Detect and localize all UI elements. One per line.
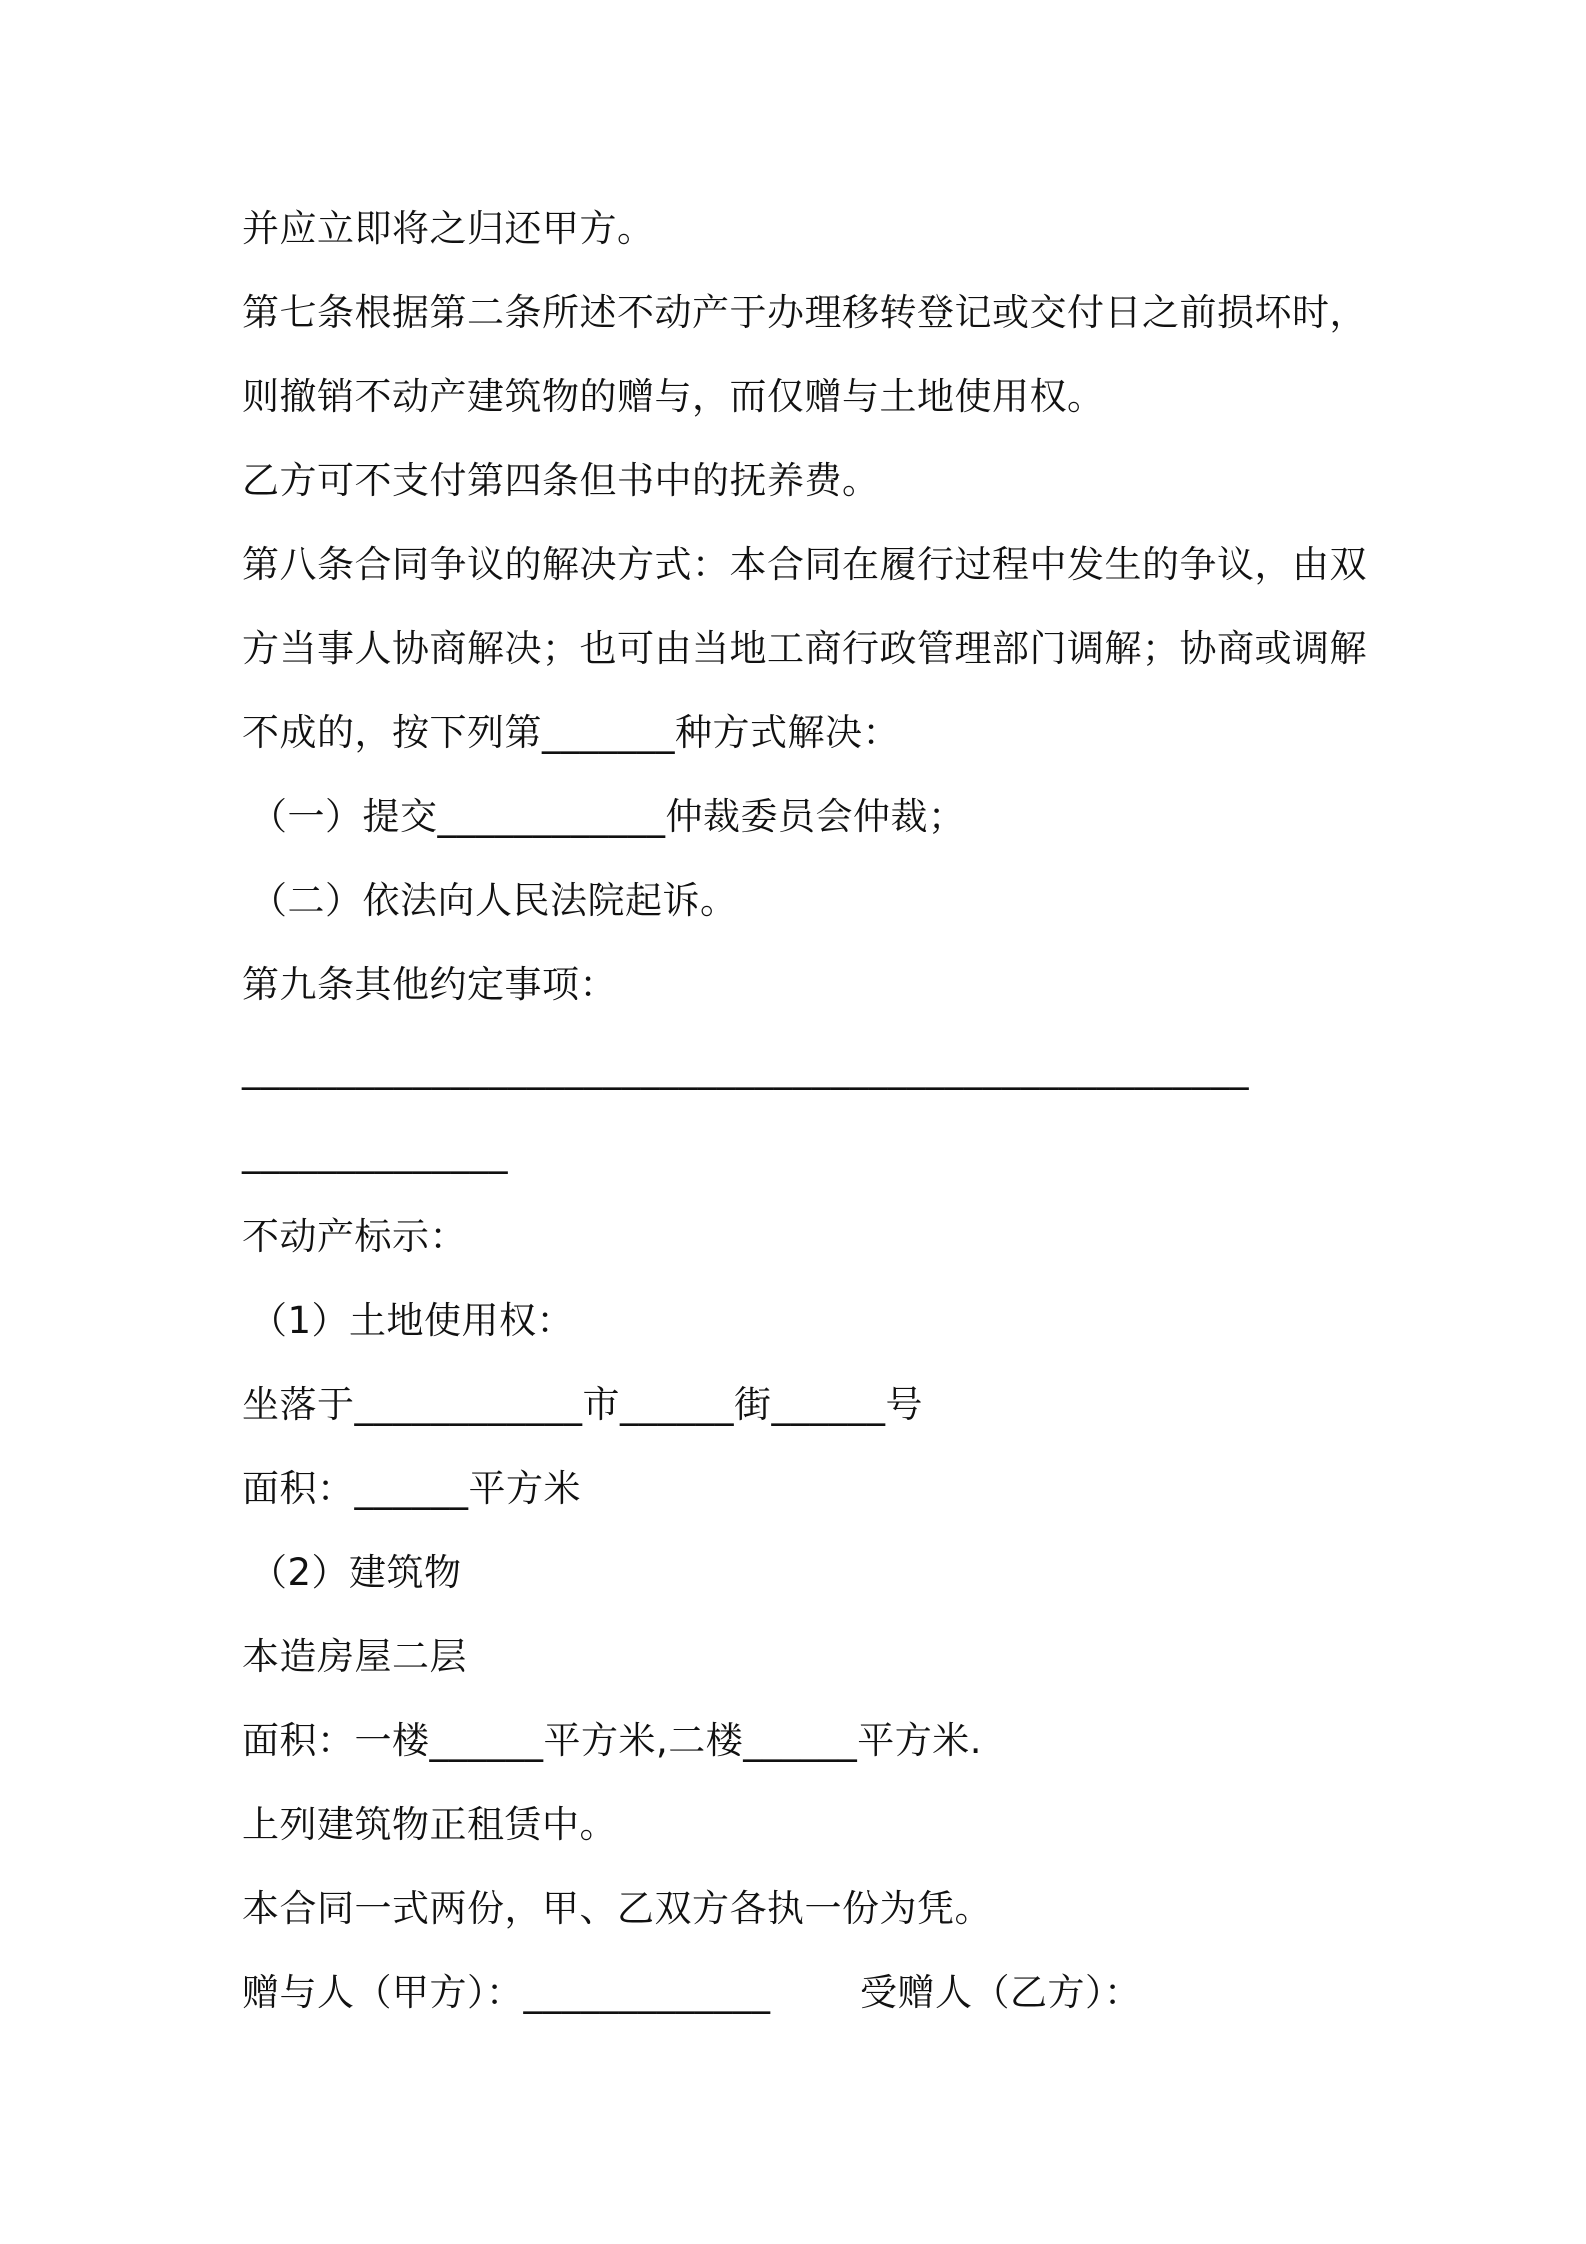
text-line-location: 坐落于____________市______街______号: [242, 1383, 923, 1426]
text-line-article-7-cont: 则撤销不动产建筑物的赠与，而仅赠与土地使用权。: [242, 375, 1105, 418]
text-line-article-8: 第八条合同争议的解决方式：本合同在履行过程中发生的争议，由双: [242, 543, 1367, 586]
text-line-two-floors: 本造房屋二层: [242, 1635, 467, 1678]
text-line-return-to-party-a: 并应立即将之归还甲方。: [242, 207, 655, 250]
text-line-article-9: 第九条其他约定事项：: [242, 963, 617, 1006]
text-line-property-label: 不动产标示：: [242, 1215, 467, 1258]
text-line-land-use-right: （1）土地使用权：: [250, 1299, 575, 1342]
blank-line-short: ______________: [242, 1131, 508, 1174]
text-line-option-arbitration: （一）提交____________仲裁委员会仲裁；: [250, 795, 966, 838]
blank-line-full: _____________________________________________________: [242, 1047, 1249, 1090]
text-line-support-fee: 乙方可不支付第四条但书中的抚养费。: [242, 459, 880, 502]
text-line-option-court: （二）依法向人民法院起诉。: [250, 879, 738, 922]
text-line-article-8-cont: 方当事人协商解决；也可由当地工商行政管理部门调解；协商或调解: [242, 627, 1367, 670]
text-line-article-7: 第七条根据第二条所述不动产于办理移转登记或交付日之前损坏时，: [242, 291, 1367, 334]
text-line-article-8-method: 不成的，按下列第_______种方式解决：: [242, 711, 900, 754]
text-line-leased: 上列建筑物正租赁中。: [242, 1803, 617, 1846]
text-line-copies: 本合同一式两份，甲、乙双方各执一份为凭。: [242, 1887, 992, 1930]
signature-donor: 赠与人（甲方）：_____________: [242, 1971, 771, 2014]
text-line-land-area: 面积：______平方米: [242, 1467, 581, 1510]
text-line-building-area: 面积：一楼______平方米,二楼______平方米.: [242, 1719, 983, 1762]
signature-donee: 受赠人（乙方）：: [860, 1971, 1142, 2014]
text-line-building: （2）建筑物: [250, 1551, 462, 1594]
